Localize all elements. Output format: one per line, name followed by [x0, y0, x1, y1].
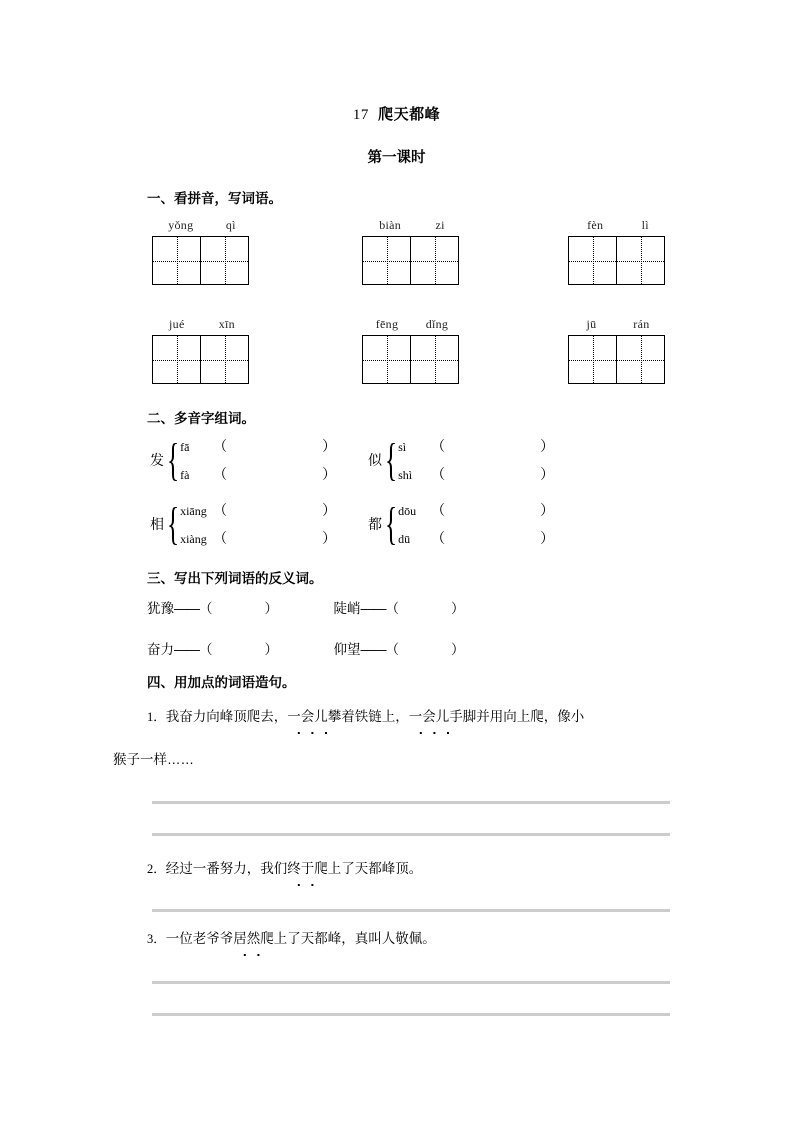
pinyin-syllable: jué	[169, 316, 185, 331]
section-1-heading: 一、看拼音，写词语。	[147, 191, 282, 206]
sentence-text: 经过一番努力，我们	[165, 861, 288, 876]
tianzige-cell[interactable]	[362, 335, 411, 384]
section-3-heading: 三、写出下列词语的反义词。	[147, 571, 323, 586]
page-title-number: 17	[352, 107, 369, 123]
answer-paren-open: （	[431, 468, 446, 483]
pinyin-syllable: rán	[633, 316, 650, 331]
pinyin-syllable: lì	[641, 217, 649, 232]
page-title-text: 爬天都峰	[378, 106, 441, 123]
page-subtitle: 第一课时	[367, 150, 426, 166]
polyphone-pinyin: dōu	[398, 504, 417, 518]
polyphone-character: 发	[150, 452, 164, 468]
polyphone-reading-row[interactable]	[180, 436, 336, 456]
polyphone-reading-row[interactable]	[398, 528, 554, 548]
tianzige-cell[interactable]	[362, 236, 411, 285]
polyphone-item-xiang	[150, 498, 336, 550]
answer-paren-open: （	[213, 504, 228, 519]
pinyin-label-1	[152, 216, 252, 234]
emphasized-word: 居然	[233, 928, 260, 950]
polyphone-reading-row[interactable]	[398, 436, 554, 456]
pinyin-syllable: qì	[225, 217, 236, 232]
answer-rule-line[interactable]	[152, 909, 670, 912]
page-title	[0, 103, 793, 124]
polyphone-character: 似	[368, 452, 382, 468]
pinyin-label-2	[362, 216, 462, 234]
answer-paren-open: （	[431, 440, 446, 455]
antonym-dash: ——	[174, 601, 199, 616]
answer-paren-close: ）	[540, 468, 555, 483]
emphasized-word: 一会儿	[409, 706, 450, 728]
pinyin-label-5	[362, 315, 462, 333]
polyphone-item-dou	[368, 498, 554, 550]
polyphone-pinyin: xiàng	[180, 532, 207, 546]
answer-rule-line[interactable]	[152, 833, 670, 836]
section-2-heading: 二、多音字组词。	[147, 411, 255, 426]
tianzige-cell[interactable]	[616, 335, 665, 384]
polyphone-reading-row[interactable]	[398, 464, 554, 484]
tianzige-cell[interactable]	[200, 236, 249, 285]
sentence-text: 爬上了天都峰，真叫人敬佩。	[260, 931, 436, 946]
polyphone-readings	[180, 434, 336, 486]
pinyin-syllable: jū	[586, 316, 597, 331]
example-sentence-1	[147, 706, 687, 728]
answer-paren-close: ）	[322, 468, 337, 483]
polyphone-item-fa	[150, 434, 336, 486]
sentence-text: 手脚并用向上爬，像小	[449, 709, 585, 724]
emphasized-word: 终于	[287, 858, 314, 880]
answer-paren-close: ）	[264, 642, 278, 657]
polyphone-pinyin: shì	[398, 468, 413, 482]
tianzige-cell[interactable]	[410, 335, 459, 384]
tianzige-cell[interactable]	[568, 236, 617, 285]
answer-rule-line[interactable]	[152, 981, 670, 984]
sentence-index: 2．	[147, 862, 166, 876]
polyphone-reading-row[interactable]	[180, 500, 336, 520]
polyphone-readings	[398, 498, 554, 550]
tianzige-cell[interactable]	[616, 236, 665, 285]
answer-paren-open: （	[213, 532, 228, 547]
antonym-word: 犹豫	[147, 601, 174, 616]
pinyin-label-4	[152, 315, 252, 333]
emphasized-word: 一会儿	[287, 706, 328, 728]
antonym-word: 仰望	[333, 642, 361, 657]
answer-rule-line[interactable]	[152, 801, 670, 804]
antonym-item-fenli[interactable]	[147, 638, 278, 658]
tianzige-grid[interactable]	[152, 236, 249, 285]
polyphone-pinyin: xiāng	[180, 504, 207, 518]
pinyin-syllable: xīn	[218, 316, 235, 331]
answer-rule-line[interactable]	[152, 1013, 670, 1016]
sentence-text: 我奋力向峰顶爬去，	[165, 709, 288, 724]
tianzige-cell[interactable]	[152, 236, 201, 285]
brace-icon: {	[166, 498, 180, 550]
answer-paren-close: ）	[540, 504, 555, 519]
example-sentence-2	[147, 858, 422, 880]
polyphone-readings	[398, 434, 554, 486]
tianzige-grid[interactable]	[362, 236, 459, 285]
answer-paren-open: （	[431, 504, 446, 519]
sentence-index: 1．	[147, 710, 166, 724]
pinyin-syllable: zi	[435, 217, 445, 232]
pinyin-syllable: fèn	[587, 217, 604, 232]
polyphone-pinyin: dū	[398, 532, 411, 546]
tianzige-grid[interactable]	[152, 335, 249, 384]
antonym-item-youyu[interactable]	[147, 597, 278, 617]
answer-paren-close: ）	[264, 601, 278, 616]
polyphone-reading-row[interactable]	[180, 528, 336, 548]
brace-icon: {	[384, 498, 398, 550]
tianzige-cell[interactable]	[152, 335, 201, 384]
section-4-heading: 四、用加点的词语造句。	[147, 675, 296, 690]
answer-paren-close: ）	[322, 532, 337, 547]
antonym-item-yangwang[interactable]	[334, 638, 465, 658]
tianzige-grid[interactable]	[362, 335, 459, 384]
answer-paren-open: （	[199, 601, 213, 616]
pinyin-syllable: biàn	[379, 217, 402, 232]
answer-paren-open: （	[199, 642, 213, 657]
antonym-item-douqiao[interactable]	[334, 597, 465, 617]
polyphone-item-si	[368, 434, 554, 486]
polyphone-pinyin: fà	[180, 468, 190, 482]
polyphone-character: 相	[150, 516, 164, 532]
answer-paren-open: （	[385, 601, 400, 616]
sentence-index: 3．	[147, 932, 166, 946]
pinyin-syllable: dǐng	[425, 316, 449, 331]
polyphone-pinyin: sì	[398, 440, 407, 454]
antonym-row-1	[147, 597, 465, 617]
pinyin-syllable: yǒng	[168, 217, 194, 232]
brace-icon: {	[166, 434, 180, 486]
tianzige-cell[interactable]	[568, 335, 617, 384]
polyphone-reading-row[interactable]	[398, 500, 554, 520]
answer-paren-close: ）	[540, 440, 555, 455]
antonym-word: 陡峭	[333, 601, 361, 616]
example-sentence-3	[147, 928, 436, 950]
polyphone-readings	[180, 498, 336, 550]
sentence-text: 攀着铁链上，	[327, 709, 409, 724]
answer-paren-close: ）	[451, 601, 465, 616]
antonym-dash: ——	[174, 642, 199, 657]
answer-paren-open: （	[213, 440, 228, 455]
tianzige-cell[interactable]	[200, 335, 249, 384]
tianzige-cell[interactable]	[410, 236, 459, 285]
answer-paren-open: （	[385, 642, 400, 657]
polyphone-character: 都	[368, 516, 382, 532]
tianzige-grid[interactable]	[568, 236, 665, 285]
answer-paren-close: ）	[451, 642, 465, 657]
pinyin-syllable: fēng	[375, 316, 399, 331]
antonym-dash: ——	[360, 601, 386, 616]
antonym-dash: ——	[360, 642, 386, 657]
example-sentence-1-continued: 猴子一样……	[113, 752, 194, 767]
answer-paren-close: ）	[322, 504, 337, 519]
antonym-row-2	[147, 638, 465, 658]
sentence-text: 爬上了天都峰顶。	[314, 861, 423, 876]
sentence-text: 一位老爷爷	[165, 931, 234, 946]
answer-paren-close: ）	[322, 440, 337, 455]
polyphone-pinyin: fā	[180, 440, 190, 454]
polyphone-reading-row[interactable]	[180, 464, 336, 484]
antonym-word: 奋力	[147, 642, 174, 657]
answer-paren-open: （	[431, 532, 446, 547]
answer-paren-open: （	[213, 468, 228, 483]
brace-icon: {	[384, 434, 398, 486]
pinyin-label-6	[568, 315, 668, 333]
answer-paren-close: ）	[540, 532, 555, 547]
tianzige-grid[interactable]	[568, 335, 665, 384]
pinyin-label-3	[568, 216, 668, 234]
